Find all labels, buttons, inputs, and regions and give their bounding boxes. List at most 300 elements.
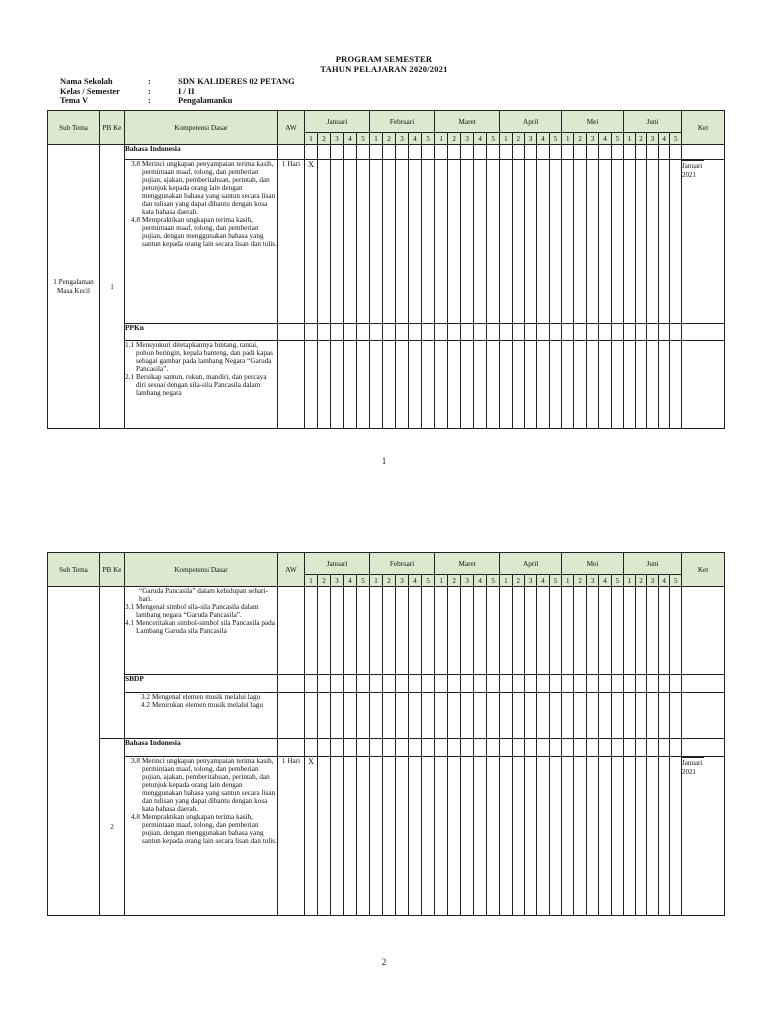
ket-month: Januari	[682, 759, 703, 767]
week-cell	[512, 324, 524, 341]
header-week: 2	[635, 575, 647, 587]
week-cell	[647, 587, 659, 675]
header-week: 4	[599, 133, 611, 145]
aw-cell	[278, 675, 305, 693]
week-cell	[435, 739, 448, 757]
week-cell	[574, 757, 586, 916]
kd-item	[131, 216, 277, 248]
title-line-1: PROGRAM SEMESTER	[335, 54, 433, 64]
week-cell	[537, 675, 549, 693]
week-cell	[537, 341, 549, 429]
week-cell	[357, 757, 370, 916]
week-cell	[448, 739, 461, 757]
kd-item	[125, 341, 277, 373]
week-cell	[562, 324, 574, 341]
week-cell	[574, 693, 586, 739]
week-cell	[474, 739, 487, 757]
week-cell	[344, 675, 357, 693]
week-cell	[435, 341, 448, 429]
ket-cell	[682, 587, 725, 675]
week-cell	[318, 324, 331, 341]
week-cell	[474, 693, 487, 739]
week-cell	[647, 160, 659, 324]
header-week: 4	[474, 575, 487, 587]
week-cell	[396, 324, 409, 341]
week-cell	[500, 675, 512, 693]
week-cell	[574, 341, 586, 429]
kd-item	[125, 373, 277, 397]
week-cell	[422, 587, 435, 675]
week-cell	[670, 341, 682, 429]
kd-number: 4.1	[125, 619, 134, 627]
week-cell	[448, 675, 461, 693]
week-cell	[647, 324, 659, 341]
week-cell	[537, 324, 549, 341]
school-info	[60, 76, 295, 105]
week-cell	[370, 324, 383, 341]
week-cell	[562, 587, 574, 675]
header-week: 4	[409, 575, 422, 587]
doc-title	[0, 54, 768, 74]
header-week: 3	[647, 133, 659, 145]
header-aw: AW	[278, 111, 305, 145]
week-cell	[448, 757, 461, 916]
week-cell	[624, 739, 636, 757]
school-name: SDN KALIDERES 02 PETANG	[178, 76, 295, 86]
kd-section-bahasa-indonesia	[125, 145, 278, 160]
header-week: 4	[409, 133, 422, 145]
week-cell	[474, 675, 487, 693]
program-table-page-1	[47, 110, 725, 429]
ket-line	[682, 757, 704, 758]
week-cell	[611, 160, 623, 324]
week-cell	[599, 341, 611, 429]
header-aw: AW	[278, 553, 305, 587]
header-week: 2	[383, 575, 396, 587]
week-cell	[461, 160, 474, 324]
week-cell	[409, 739, 422, 757]
week-cell	[396, 675, 409, 693]
week-cell	[396, 739, 409, 757]
week-cell	[670, 160, 682, 324]
week-cell	[635, 587, 647, 675]
page-number-1: 1	[381, 456, 387, 466]
week-cell	[305, 341, 318, 429]
week-cell	[474, 587, 487, 675]
week-cell	[611, 587, 623, 675]
header-week: 1	[562, 575, 574, 587]
week-cell	[586, 739, 598, 757]
week-cell	[549, 757, 561, 916]
header-week: 4	[658, 575, 670, 587]
kd-text: Bersikap santun, rukun, mandiri, dan percaya diri sesuai dengan sila-sila Pancasila dalam lambang negara	[135, 373, 267, 397]
header-week: 3	[586, 133, 598, 145]
ket-cell	[682, 757, 725, 916]
header-kompetensi-dasar: Kompetensi Dasar	[125, 111, 278, 145]
week-cell	[624, 160, 636, 324]
header-week: 4	[537, 575, 549, 587]
week-cell	[512, 341, 524, 429]
ket-cell	[682, 739, 725, 757]
week-cell	[344, 341, 357, 429]
week-cell	[524, 160, 536, 324]
aw-value: 1 Hari	[278, 757, 305, 916]
aw-value: 1 Hari	[278, 160, 305, 324]
header-week: 1	[562, 133, 574, 145]
header-week: 5	[357, 133, 370, 145]
week-cell	[344, 160, 357, 324]
week-cell	[549, 587, 561, 675]
week-cell	[331, 739, 344, 757]
week-cell	[647, 675, 659, 693]
week-cell	[422, 739, 435, 757]
week-cell	[344, 757, 357, 916]
week-cell	[586, 587, 598, 675]
ket-cell	[682, 160, 725, 324]
info-row-school: Nama Sekolah : SDN KALIDERES 02 PETANG	[60, 76, 295, 86]
week-cell	[512, 739, 524, 757]
week-cell	[422, 145, 435, 160]
week-cell	[435, 675, 448, 693]
week-cell	[512, 145, 524, 160]
header-week: 2	[635, 133, 647, 145]
week-cell	[524, 145, 536, 160]
kd-number: 3.2	[141, 693, 150, 701]
week-cell	[574, 160, 586, 324]
week-cell	[658, 145, 670, 160]
kd-item	[131, 757, 277, 813]
week-cell	[305, 324, 318, 341]
week-cell	[524, 739, 536, 757]
week-cell	[611, 145, 623, 160]
week-cell	[409, 587, 422, 675]
week-cell	[383, 587, 396, 675]
week-cell	[448, 341, 461, 429]
week-cell	[409, 757, 422, 916]
week-cell	[305, 587, 318, 675]
week-cell	[435, 324, 448, 341]
header-pb-ke: PB Ke	[100, 111, 125, 145]
week-cell	[370, 675, 383, 693]
week-cell	[370, 160, 383, 324]
week-cell	[670, 145, 682, 160]
week-cell	[318, 145, 331, 160]
week-cell	[383, 145, 396, 160]
header-week: 5	[422, 575, 435, 587]
week-cell	[562, 341, 574, 429]
header-month: April	[500, 111, 562, 133]
kd-cell	[125, 341, 278, 429]
week-cell	[647, 341, 659, 429]
week-cell	[409, 145, 422, 160]
header-week: 2	[448, 575, 461, 587]
ket-month: Januari	[682, 162, 703, 170]
header-week: 2	[318, 575, 331, 587]
week-cell	[487, 587, 500, 675]
week-cell	[370, 341, 383, 429]
header-week: 2	[383, 133, 396, 145]
week-cell	[624, 324, 636, 341]
week-cell	[422, 341, 435, 429]
header-week: 5	[670, 133, 682, 145]
week-cell	[500, 160, 512, 324]
header-week: 4	[344, 575, 357, 587]
header-week: 3	[396, 133, 409, 145]
ket-cell	[682, 675, 725, 693]
week-cell	[562, 757, 574, 916]
header-month: April	[500, 553, 562, 575]
week-cell	[549, 341, 561, 429]
week-cell	[658, 757, 670, 916]
info-row-class: Kelas / Semester : I / II	[60, 85, 195, 96]
aw-cell	[278, 145, 305, 160]
kd-section-sbdp	[125, 675, 278, 693]
week-cell	[331, 587, 344, 675]
kd-number: 3.8	[131, 757, 140, 765]
schedule-mark: X	[305, 160, 318, 324]
week-cell	[562, 739, 574, 757]
info-row-theme: Tema V : Pengalamanku	[60, 95, 233, 105]
week-cell	[331, 675, 344, 693]
week-cell	[461, 145, 474, 160]
section-label: Bahasa Indonesia	[125, 738, 181, 747]
week-cell	[512, 160, 524, 324]
week-cell	[524, 675, 536, 693]
week-cell	[409, 693, 422, 739]
week-cell	[635, 324, 647, 341]
week-cell	[487, 341, 500, 429]
kd-text: Menirukan elemen musik melalui lagu	[151, 701, 263, 709]
pb-cell: 1	[100, 145, 125, 429]
week-cell	[611, 324, 623, 341]
week-cell	[611, 693, 623, 739]
week-cell	[370, 587, 383, 675]
header-month: Maret	[435, 553, 500, 575]
kd-cell	[125, 587, 278, 675]
header-week: 5	[611, 133, 623, 145]
week-cell	[461, 739, 474, 757]
pb-cell	[100, 587, 125, 739]
header-week: 2	[574, 575, 586, 587]
week-cell	[670, 587, 682, 675]
week-cell	[524, 693, 536, 739]
header-week: 4	[537, 133, 549, 145]
kd-number: 3.8	[131, 160, 140, 168]
week-cell	[512, 693, 524, 739]
header-month: Februari	[370, 111, 435, 133]
week-cell	[383, 324, 396, 341]
week-cell	[586, 324, 598, 341]
header-week: 4	[599, 575, 611, 587]
header-week: 3	[331, 133, 344, 145]
week-cell	[611, 739, 623, 757]
header-week: 1	[305, 575, 318, 587]
ket-cell	[682, 145, 725, 160]
week-cell	[658, 739, 670, 757]
week-cell	[422, 675, 435, 693]
header-week: 3	[524, 575, 536, 587]
week-cell	[383, 675, 396, 693]
week-cell	[461, 675, 474, 693]
header-month: Juni	[624, 553, 682, 575]
week-cell	[574, 145, 586, 160]
theme-name: Pengalamanku	[178, 95, 233, 105]
week-cell	[487, 739, 500, 757]
week-cell	[396, 587, 409, 675]
header-month: Maret	[435, 111, 500, 133]
kd-cell	[125, 693, 278, 739]
week-cell	[331, 693, 344, 739]
kd-text: Mempraktikan ungkapan terima kasih, permintaan maaf, tolong, dan pemberian pujian, dengan menggunakan bahasa yang santun kepada orang lain secara lisan dan tulis.	[141, 216, 277, 248]
header-week: 1	[624, 133, 636, 145]
week-cell	[599, 739, 611, 757]
week-cell	[537, 160, 549, 324]
week-cell	[318, 160, 331, 324]
week-cell	[357, 341, 370, 429]
section-label: Bahasa Indonesia	[125, 144, 181, 153]
week-cell	[500, 324, 512, 341]
week-cell	[396, 145, 409, 160]
week-cell	[624, 587, 636, 675]
week-cell	[586, 693, 598, 739]
program-table-page-2	[47, 552, 725, 916]
week-cell	[624, 675, 636, 693]
week-cell	[422, 693, 435, 739]
sub-tema-cell: 1 Pengalaman Masa Kecil	[48, 145, 100, 429]
week-cell	[635, 341, 647, 429]
week-cell	[357, 739, 370, 757]
week-cell	[383, 757, 396, 916]
week-cell	[635, 675, 647, 693]
week-cell	[331, 757, 344, 916]
week-cell	[658, 693, 670, 739]
week-cell	[635, 693, 647, 739]
week-cell	[670, 675, 682, 693]
header-sub-tema: Sub Tema	[48, 111, 100, 145]
week-cell	[422, 757, 435, 916]
week-cell	[487, 324, 500, 341]
aw-cell	[278, 341, 305, 429]
week-cell	[562, 675, 574, 693]
pb-cell: 2	[100, 739, 125, 916]
section-label: SBDP	[125, 674, 144, 683]
kd-number: 3.1	[125, 603, 134, 611]
week-cell	[305, 693, 318, 739]
week-cell	[658, 160, 670, 324]
header-pb-ke: PB Ke	[100, 553, 125, 587]
week-cell	[409, 160, 422, 324]
week-cell	[611, 757, 623, 916]
week-cell	[624, 145, 636, 160]
week-cell	[370, 693, 383, 739]
week-cell	[409, 341, 422, 429]
header-week: 4	[658, 133, 670, 145]
aw-cell	[278, 587, 305, 675]
kd-text: Merinci ungkapan penyampaian terima kasih, permintaan maaf, tolong, dan pemberian pujian, ajakan, pemberitahuan, perintah, dan petunjuk kepada orang lain dengan menggunakan bahasa yang santun secara lisan dan tulisan yang dapat dibantu dengan kosa kata bahasa daerah.	[141, 160, 276, 216]
week-cell	[474, 341, 487, 429]
week-cell	[370, 757, 383, 916]
week-cell	[409, 324, 422, 341]
week-cell	[344, 324, 357, 341]
kd-item	[131, 813, 277, 845]
week-cell	[624, 757, 636, 916]
header-week: 3	[461, 575, 474, 587]
header-month: Mei	[562, 111, 624, 133]
week-cell	[487, 757, 500, 916]
week-cell	[599, 693, 611, 739]
week-cell	[586, 757, 598, 916]
header-week: 2	[448, 133, 461, 145]
header-week: 5	[670, 575, 682, 587]
kd-item	[141, 701, 277, 709]
week-cell	[474, 324, 487, 341]
kd-number: 2.1	[125, 373, 134, 381]
week-cell	[383, 693, 396, 739]
schedule-mark: X	[305, 757, 318, 916]
week-cell	[383, 160, 396, 324]
ket-year: 2021	[682, 768, 697, 776]
week-cell	[512, 757, 524, 916]
week-cell	[524, 587, 536, 675]
week-cell	[357, 693, 370, 739]
header-week: 5	[357, 575, 370, 587]
week-cell	[370, 145, 383, 160]
week-cell	[549, 675, 561, 693]
week-cell	[474, 145, 487, 160]
week-cell	[635, 160, 647, 324]
week-cell	[647, 693, 659, 739]
week-cell	[318, 675, 331, 693]
aw-cell	[278, 693, 305, 739]
sub-tema-cell	[48, 587, 100, 916]
week-cell	[383, 739, 396, 757]
header-week: 5	[549, 575, 561, 587]
header-week: 2	[512, 133, 524, 145]
header-week: 1	[435, 575, 448, 587]
week-cell	[448, 324, 461, 341]
kd-continuation: “Garuda Pancasila” dalam kehidupan sehari-hari.	[139, 587, 268, 603]
header-kompetensi-dasar: Kompetensi Dasar	[125, 553, 278, 587]
week-cell	[422, 160, 435, 324]
week-cell	[370, 739, 383, 757]
week-cell	[344, 739, 357, 757]
header-sub-tema: Sub Tema	[48, 553, 100, 587]
week-cell	[586, 160, 598, 324]
week-cell	[305, 675, 318, 693]
kd-cell	[125, 160, 278, 324]
week-cell	[537, 739, 549, 757]
week-cell	[461, 341, 474, 429]
week-cell	[574, 675, 586, 693]
week-cell	[396, 757, 409, 916]
kd-text: Mengenal elemen musik melalui lagu	[151, 693, 261, 701]
kd-text: Merinci ungkapan penyampaian terima kasih, permintaan maaf, tolong, dan pemberian pujian, ajakan, pemberitahuan, perintah, dan petunjuk kepada orang lain dengan menggunakan bahasa yang santun secara lisan dan tulisan yang dapat dibantu dengan kosa kata bahasa daerah.	[141, 757, 276, 813]
header-month: Januari	[305, 553, 370, 575]
aw-cell	[278, 324, 305, 341]
week-cell	[448, 160, 461, 324]
week-cell	[305, 145, 318, 160]
week-cell	[670, 739, 682, 757]
title-line-2: TAHUN PELAJARAN 2020/2021	[320, 64, 448, 74]
week-cell	[357, 145, 370, 160]
week-cell	[562, 145, 574, 160]
week-cell	[670, 693, 682, 739]
week-cell	[512, 587, 524, 675]
week-cell	[624, 341, 636, 429]
week-cell	[586, 145, 598, 160]
ket-year: 2021	[682, 171, 697, 179]
header-week: 1	[500, 133, 512, 145]
